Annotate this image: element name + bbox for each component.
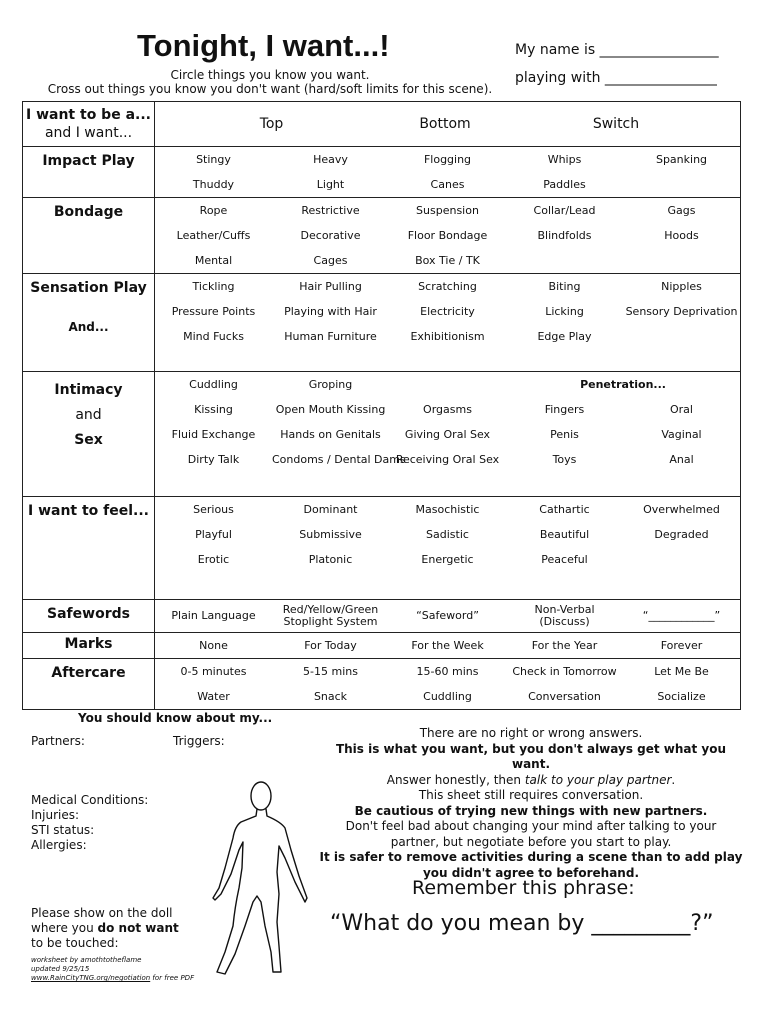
option[interactable]: Human Furniture bbox=[284, 330, 377, 343]
advice-line-end: . bbox=[671, 772, 676, 787]
doll-text-3: to be touched: bbox=[31, 936, 119, 950]
bondage-label: Bondage bbox=[23, 198, 155, 274]
option[interactable]: Playing with Hair bbox=[284, 305, 377, 318]
option[interactable]: Snack bbox=[313, 690, 348, 703]
option[interactable]: Gags bbox=[667, 204, 696, 217]
option[interactable]: Mental bbox=[194, 254, 233, 267]
option[interactable]: 15-60 mins bbox=[416, 665, 479, 678]
partners-field[interactable]: Partners: bbox=[31, 734, 85, 748]
option[interactable]: Floor Bondage bbox=[407, 229, 488, 242]
marks-label: Marks bbox=[23, 633, 155, 659]
sensation-label: Sensation Play bbox=[30, 280, 147, 296]
credit-free-pdf: for free PDF bbox=[150, 974, 195, 982]
option[interactable]: Plain Language bbox=[171, 609, 256, 622]
option[interactable]: Receiving Oral Sex bbox=[395, 453, 500, 466]
option[interactable]: Thuddy bbox=[192, 178, 235, 191]
intimacy-label-cell bbox=[23, 372, 155, 497]
option[interactable]: Toys bbox=[552, 453, 577, 466]
option[interactable]: Submissive bbox=[299, 528, 362, 541]
option[interactable]: Penis bbox=[550, 428, 579, 441]
option[interactable]: Giving Oral Sex bbox=[404, 428, 491, 441]
advice-line: partner, but negotiate before you start to play. bbox=[390, 834, 672, 849]
advice-line: Don't feel bad about changing your mind after talking to your bbox=[345, 819, 717, 833]
feel-options bbox=[155, 497, 741, 600]
option[interactable]: Cuddling bbox=[423, 690, 472, 703]
sensation-options bbox=[155, 274, 741, 372]
option[interactable]: Forever bbox=[660, 639, 703, 652]
advice-emphasis: talk to your play partner bbox=[524, 772, 672, 787]
header-i-want-to-be: I want to be a... bbox=[26, 107, 151, 123]
intimacy-options bbox=[155, 372, 741, 497]
option[interactable]: Peaceful bbox=[541, 553, 588, 566]
option[interactable]: Kissing bbox=[194, 403, 233, 416]
option[interactable]: Pressure Points bbox=[171, 305, 256, 318]
option[interactable]: Nipples bbox=[661, 280, 702, 293]
role-top[interactable]: Top bbox=[259, 116, 284, 132]
advice-line: Answer honestly, then bbox=[386, 772, 525, 787]
option[interactable]: Cages bbox=[313, 254, 348, 267]
option[interactable]: Playful bbox=[195, 528, 232, 541]
option[interactable]: Light bbox=[316, 178, 345, 191]
sensation-and-label: And... bbox=[68, 320, 109, 334]
option[interactable]: Licking bbox=[545, 305, 584, 318]
option[interactable]: Electricity bbox=[420, 305, 475, 318]
doll-body[interactable] bbox=[213, 809, 307, 974]
option[interactable]: None bbox=[199, 639, 228, 652]
option[interactable]: Dirty Talk bbox=[187, 453, 240, 466]
option[interactable]: Groping bbox=[308, 378, 353, 391]
option[interactable]: Orgasms bbox=[423, 403, 472, 416]
option[interactable]: Check in Tomorrow bbox=[512, 665, 617, 678]
advice-line: Be cautious of trying new things with new partners. bbox=[354, 803, 708, 818]
option[interactable]: Serious bbox=[193, 503, 234, 516]
option[interactable]: Flogging bbox=[423, 153, 472, 166]
option[interactable]: Sensory Deprivation bbox=[625, 305, 738, 318]
option[interactable]: Hoods bbox=[664, 229, 699, 242]
bondage-options bbox=[155, 198, 741, 274]
safewords-label: Safewords bbox=[23, 600, 155, 633]
doll-instructions bbox=[31, 906, 179, 951]
impact-options bbox=[155, 147, 741, 198]
option[interactable]: Rope bbox=[199, 204, 228, 217]
option[interactable]: For the Week bbox=[411, 639, 484, 652]
option[interactable]: Cuddling bbox=[189, 378, 238, 391]
option[interactable]: Scratching bbox=[418, 280, 477, 293]
option[interactable]: Overwhelmed bbox=[643, 503, 720, 516]
advice-line: There are no right or wrong answers. bbox=[419, 726, 643, 740]
page-title: Tonight, I want...! bbox=[137, 28, 390, 63]
remember-heading: Remember this phrase: bbox=[412, 877, 635, 899]
body-doll-figure[interactable] bbox=[195, 776, 325, 986]
impact-label: Impact Play bbox=[23, 147, 155, 198]
option[interactable]: Paddles bbox=[543, 178, 586, 191]
option[interactable]: Let Me Be bbox=[654, 665, 709, 678]
option[interactable]: Tickling bbox=[192, 280, 235, 293]
option[interactable]: “____________” bbox=[642, 609, 721, 622]
marks-options bbox=[155, 633, 741, 659]
header-roles-cell bbox=[155, 102, 741, 147]
playing-with-field[interactable]: playing with ________________ bbox=[515, 70, 717, 86]
option[interactable]: Sadistic bbox=[426, 528, 469, 541]
doll-text-1: Please show on the doll bbox=[31, 906, 173, 920]
option[interactable]: Vaginal bbox=[661, 428, 702, 441]
option[interactable]: Edge Play bbox=[537, 330, 592, 343]
option[interactable]: Suspension bbox=[416, 204, 479, 217]
option[interactable]: Open Mouth Kissing bbox=[275, 403, 386, 416]
option[interactable]: Blindfolds bbox=[537, 229, 592, 242]
sti-status-field[interactable]: STI status: bbox=[31, 823, 95, 837]
option[interactable]: Mind Fucks bbox=[183, 330, 244, 343]
injuries-field[interactable]: Injuries: bbox=[31, 808, 80, 822]
option[interactable]: Socialize bbox=[657, 690, 706, 703]
option[interactable]: Hands on Genitals bbox=[280, 428, 381, 441]
option[interactable]: Restrictive bbox=[301, 204, 360, 217]
option[interactable]: 0-5 minutes bbox=[180, 665, 247, 678]
option[interactable]: For the Year bbox=[531, 639, 598, 652]
role-bottom[interactable]: Bottom bbox=[419, 116, 471, 132]
advice-line: This sheet still requires conversation. bbox=[418, 788, 644, 802]
option[interactable]: Leather/Cuffs bbox=[176, 229, 251, 242]
option[interactable]: Oral bbox=[670, 403, 693, 416]
option[interactable]: Dominant bbox=[303, 503, 358, 516]
key-phrase: “What do you mean by _________?” bbox=[330, 911, 714, 936]
credit-block bbox=[31, 956, 194, 983]
sex-label: Sex bbox=[74, 432, 103, 448]
option[interactable]: 5-15 mins bbox=[303, 665, 358, 678]
doll-text-2a: where you bbox=[31, 921, 98, 935]
option[interactable]: Beautiful bbox=[539, 528, 590, 541]
medical-conditions-field[interactable]: Medical Conditions: bbox=[31, 793, 149, 807]
option[interactable]: Masochistic bbox=[415, 503, 480, 516]
sensation-label-cell bbox=[23, 274, 155, 372]
my-name-field[interactable]: My name is _________________ bbox=[515, 42, 719, 58]
option[interactable]: Stingy bbox=[196, 153, 231, 166]
intimacy-label: Intimacy bbox=[54, 382, 123, 398]
aftercare-options bbox=[155, 659, 741, 710]
penetration-heading: Penetration... bbox=[580, 378, 666, 391]
advice-line: It is safer to remove activities during a scene than to add play bbox=[319, 850, 743, 864]
doll-head[interactable] bbox=[251, 782, 271, 810]
feel-label: I want to feel... bbox=[23, 497, 155, 600]
option[interactable]: “Safeword” bbox=[416, 609, 479, 622]
worksheet-table bbox=[22, 101, 741, 710]
option[interactable]: Box Tie / TK bbox=[415, 254, 480, 267]
medical-block bbox=[31, 793, 148, 853]
credit-link[interactable]: www.RainCityTNG.org/negotiation bbox=[31, 974, 151, 982]
option[interactable]: Platonic bbox=[308, 553, 353, 566]
option[interactable]: Spanking bbox=[655, 153, 708, 166]
option[interactable]: Cathartic bbox=[539, 503, 590, 516]
option[interactable]: Fluid Exchange bbox=[171, 428, 256, 441]
credit-updated: updated 9/25/15 bbox=[31, 965, 90, 973]
safewords-options bbox=[155, 600, 741, 633]
role-switch[interactable]: Switch bbox=[592, 116, 640, 132]
option[interactable]: Decorative bbox=[300, 229, 361, 242]
option[interactable]: Collar/Lead bbox=[533, 204, 596, 217]
triggers-field[interactable]: Triggers: bbox=[173, 734, 225, 748]
option[interactable]: Whips bbox=[547, 153, 582, 166]
option[interactable]: Fingers bbox=[544, 403, 585, 416]
option[interactable]: Heavy bbox=[313, 153, 348, 166]
aftercare-label: Aftercare bbox=[23, 659, 155, 710]
option[interactable]: Non-Verbal (Discuss) bbox=[534, 603, 595, 628]
subtitle-cross: Cross out things you know you don't want (hard/soft limits for this scene). bbox=[47, 82, 493, 96]
option[interactable]: Hair Pulling bbox=[299, 280, 362, 293]
know-about-heading: You should know about my... bbox=[78, 711, 273, 725]
header-and-i-want: and I want... bbox=[44, 125, 133, 141]
option[interactable]: Exhibitionism bbox=[410, 330, 485, 343]
option[interactable]: For Today bbox=[304, 639, 357, 652]
advice-line: you didn't agree to beforehand. bbox=[422, 865, 639, 880]
option[interactable]: Condoms / Dental Dams bbox=[272, 453, 406, 466]
credit-author: worksheet by amothtotheflame bbox=[31, 956, 142, 964]
option[interactable]: Energetic bbox=[421, 553, 474, 566]
option[interactable]: Red/Yellow/Green Stoplight System bbox=[282, 603, 379, 628]
option[interactable]: Anal bbox=[669, 453, 694, 466]
option[interactable]: Canes bbox=[430, 178, 465, 191]
subtitle-circle: Circle things you know you want. bbox=[170, 68, 370, 82]
option[interactable]: Conversation bbox=[528, 690, 601, 703]
intimacy-and-label: and bbox=[75, 407, 102, 423]
option[interactable]: Degraded bbox=[654, 528, 709, 541]
allergies-field[interactable]: Allergies: bbox=[31, 838, 87, 852]
advice-block bbox=[318, 726, 744, 881]
option[interactable]: Biting bbox=[548, 280, 581, 293]
option[interactable]: Erotic bbox=[197, 553, 230, 566]
option[interactable]: Water bbox=[197, 690, 230, 703]
doll-text-2b: do not want bbox=[97, 921, 179, 935]
advice-line: This is what you want, but you don't always get what you want. bbox=[335, 741, 727, 771]
header-category-cell bbox=[23, 102, 155, 147]
